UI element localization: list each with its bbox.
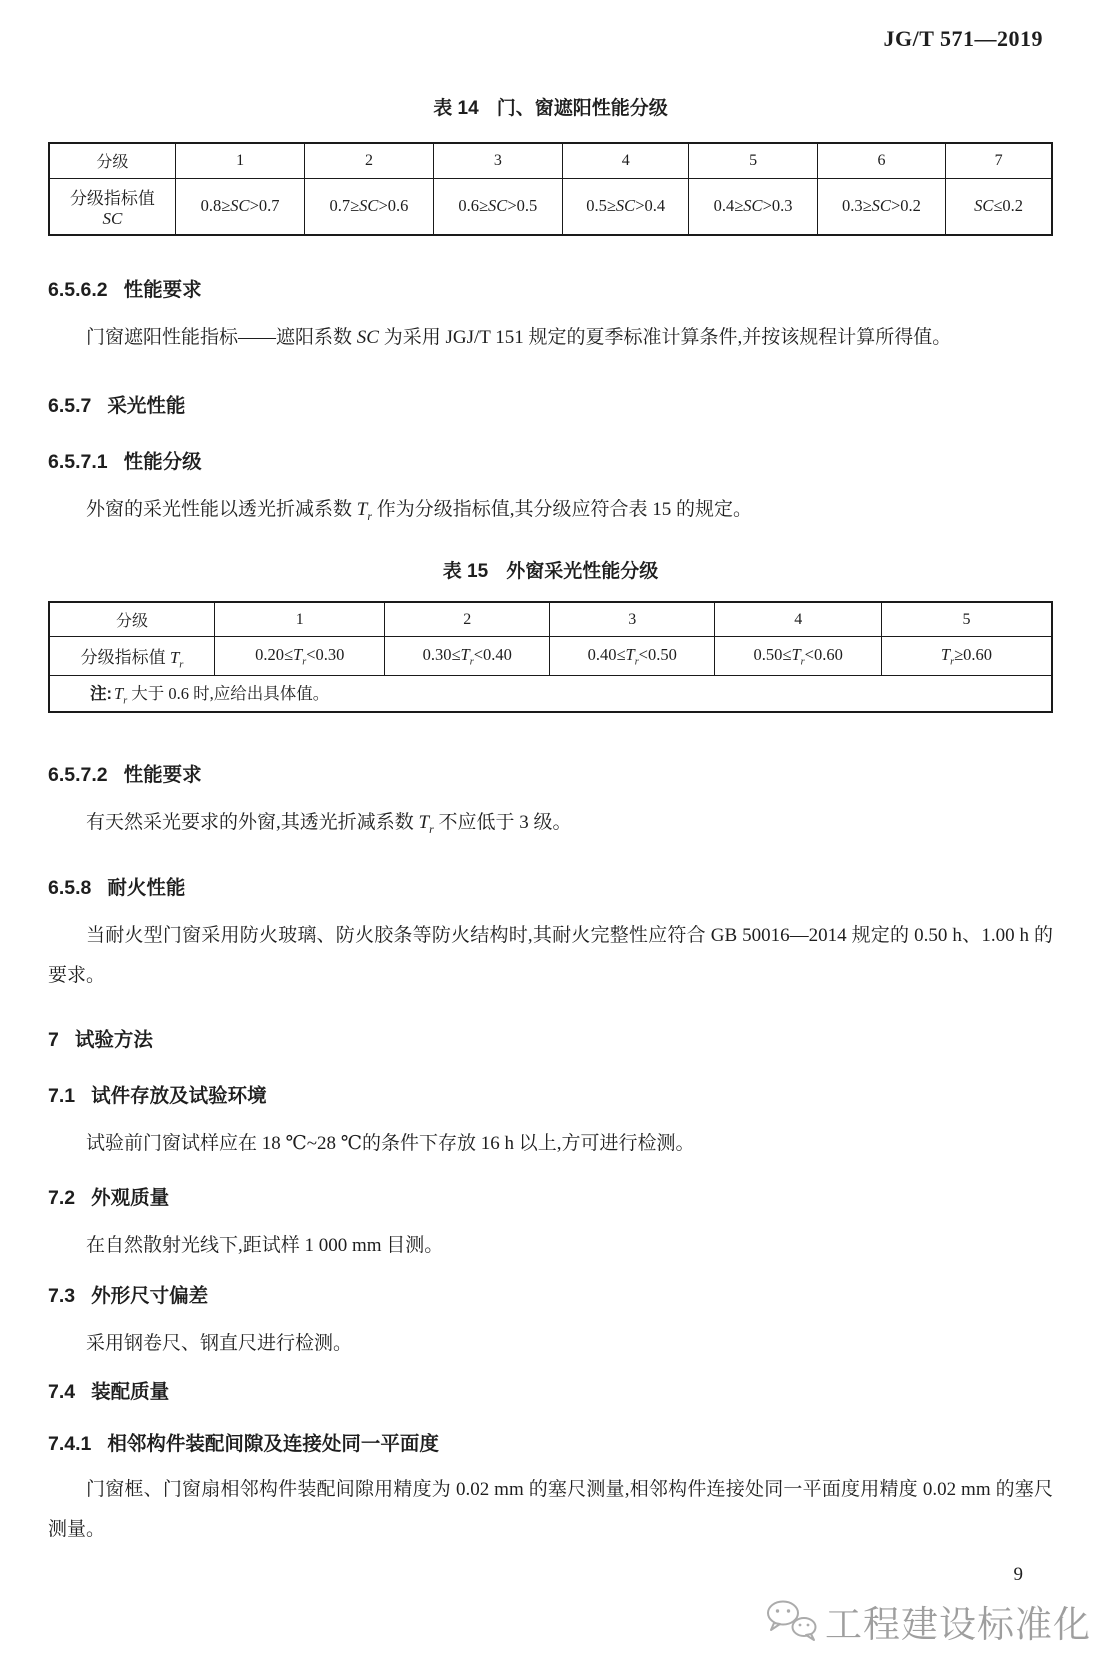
section-heading-657 [48,392,1053,420]
section-title: 外形尺寸偏差 [91,1284,209,1307]
paragraph-text: 门窗遮阳性能指标——遮阳系数 [86,327,357,348]
table14-value-cell: 0.3≥SC>0.2 [817,178,945,235]
note-label: 注: [90,685,112,704]
section-title: 性能要求 [123,279,202,301]
table14-header-cell: 分级 [49,143,175,178]
table-row [49,637,1052,676]
table14-value-cell: SC≤0.2 [946,178,1052,235]
paragraph-741: 门窗框、门窗扇相邻构件装配间隙用精度为 0.02 mm 的塞尺测量,相邻构件连接处同一平面度用精度 0.02 mm 的塞尺测量。 [48,1478,1053,1540]
table14-header-cell: 7 [946,143,1052,178]
wechat-icon [764,1598,820,1644]
section-title: 外观质量 [91,1186,170,1209]
section-number: 7.3 [48,1284,76,1307]
paragraph-71: 试验前门窗试样应在 18 ℃~28 ℃的条件下存放 16 h 以上,方可进行检测。 [86,1132,695,1154]
table14 [48,142,1053,236]
section-heading-6571 [48,448,1053,476]
section-title: 性能要求 [123,763,202,786]
table14-caption-title: 门、窗遮阳性能分级 [496,98,668,119]
watermark [764,1594,1091,1648]
paragraph-658: 当耐火型门窗采用防火玻璃、防火胶条等防火结构时,其耐火完整性应符合 GB 50016—2014 规定的 0.50 h、1.00 h 的要求。 [48,924,1053,986]
section-number: 7.2 [48,1186,76,1209]
section-number: 6.5.7 [48,395,92,417]
table-row [49,178,1052,235]
section-heading-72 [48,1184,1053,1212]
section-number: 6.5.7.1 [48,451,108,473]
paragraph-text: 为采用 JGJ/T 151 规定的夏季标准计算条件,并按该规程计算所得值。 [378,327,952,348]
section-heading-6562 [48,276,1053,304]
table14-header-cell: 6 [817,143,945,178]
section-heading-74 [48,1378,1053,1406]
paragraph-6571: 外窗的采光性能以透光折减系数 $T_r$ 作为分级指标值,其分级应符合表 15 的规定。 [86,499,752,523]
table15-value-cell: $0.30\le T_r<0.40$ [385,637,549,676]
table14-row-label-line1: 分级指标值 [69,188,155,208]
section-number: 7 [48,1028,59,1051]
section-number: 7.1 [48,1084,76,1107]
table15-caption-number: 表 15 [442,560,489,582]
standard-code: JG/T 571—2019 [883,26,1043,51]
table14-header-cell: 5 [689,143,817,178]
table15-value-cell: $0.40\le T_r<0.50$ [549,637,714,676]
page-content [0,96,1103,1550]
paragraph-73: 采用钢卷尺、钢直尺进行检测。 [86,1332,353,1354]
section-heading-6572 [48,761,1053,789]
section-heading-7 [48,1026,1053,1054]
table15-value-cell: $0.50\le T_r<0.60$ [715,637,881,676]
math-symbol: SC [356,327,379,348]
paragraph-6562 [48,318,1053,358]
paragraph-72: 在自然散射光线下,距试样 1 000 mm 目测。 [86,1234,444,1256]
table15-header-cell: 4 [715,602,881,637]
table14-value-cell: 0.7≥SC>0.6 [305,178,433,235]
table14-value-cell: 0.5≥SC>0.4 [563,178,689,235]
table15-header-cell: 分级 [49,602,214,637]
table14-value-cell: 0.6≥SC>0.5 [433,178,562,235]
page-number: 9 [1013,1564,1023,1585]
table15-header-cell: 3 [549,602,714,637]
section-number: 7.4.1 [48,1432,92,1455]
table-row [49,676,1052,712]
table14-caption [48,96,1053,122]
table14-row-label [49,178,175,235]
table15-caption-title: 外窗采光性能分级 [506,560,659,582]
table14-header-cell: 2 [305,143,433,178]
table15-row-label: 分级指标值 $T_r$ [49,637,214,676]
table14-value-cell: 0.4≥SC>0.3 [689,178,817,235]
table14-header-cell: 3 [433,143,562,178]
table14-caption-number: 表 14 [433,98,479,119]
paragraph-6572: 有天然采光要求的外窗,其透光折减系数 $T_r$ 不应低于 3 级。 [86,811,572,836]
table15-caption [48,559,1053,585]
table-row [49,143,1052,178]
table14-value-cell: 0.8≥SC>0.7 [175,178,304,235]
table14-header-cell: 1 [175,143,304,178]
section-title: 装配质量 [91,1380,170,1403]
table15-header-cell: 2 [385,602,549,637]
section-title: 试件存放及试验环境 [91,1084,267,1107]
section-title: 性能分级 [123,451,202,473]
section-number: 6.5.8 [48,876,92,899]
section-heading-741 [48,1430,1053,1458]
table14-header-cell: 4 [563,143,689,178]
section-title: 耐火性能 [107,876,186,899]
table15-header-cell: 5 [881,602,1052,637]
section-heading-73 [48,1282,1053,1310]
table15-value-cell: $T_r\ge 0.60$ [881,637,1052,676]
section-heading-71 [48,1082,1053,1110]
section-title: 采光性能 [107,395,186,417]
table15-value-cell: $0.20\le T_r<0.30$ [214,637,385,676]
watermark-text: 工程建设标准化 [825,1604,1091,1645]
table15 [48,601,1053,713]
note-text: $T_r$ 大于 0.6 时,应给出具体值。 [114,684,330,707]
section-heading-658 [48,874,1053,902]
section-number: 6.5.6.2 [48,279,108,301]
table-row [49,602,1052,637]
table15-header-cell: 1 [214,602,385,637]
table14-row-label-line2: SC [102,208,123,228]
section-title: 相邻构件装配间隙及连接处同一平面度 [107,1432,439,1455]
section-title: 试验方法 [74,1028,153,1051]
section-number: 6.5.7.2 [48,763,108,786]
section-number: 7.4 [48,1380,76,1403]
table15-note-cell [49,676,1052,712]
